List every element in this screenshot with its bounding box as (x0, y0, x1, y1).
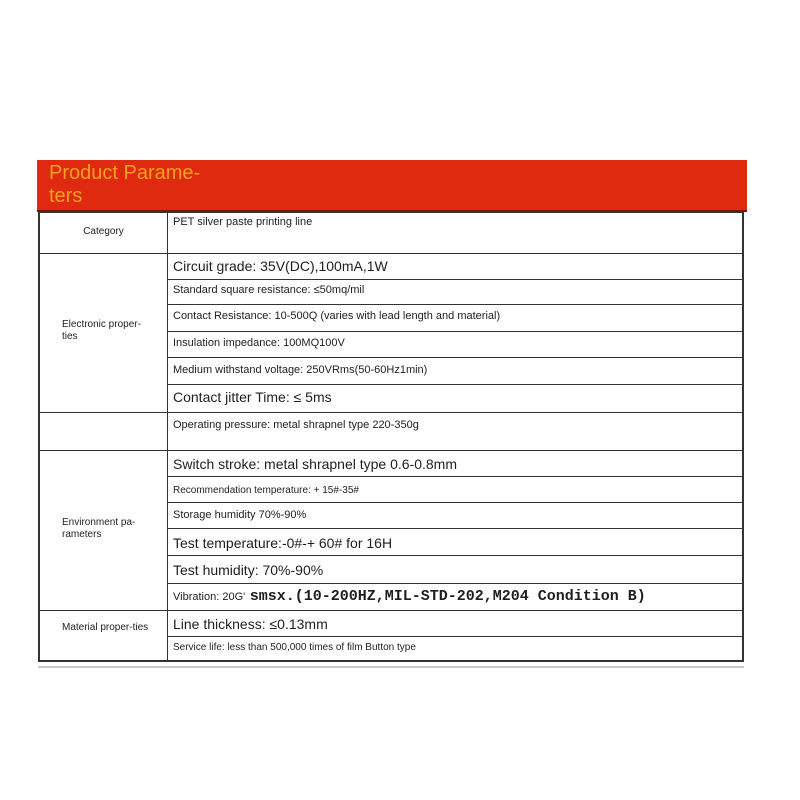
table-cell: Switch stroke: metal shrapnel type 0.6-0.8mm (173, 456, 458, 472)
row-divider (167, 384, 742, 385)
row-divider (167, 583, 742, 584)
parameters-table (38, 211, 744, 662)
table-cell: Contact jitter Time: ≤ 5ms (173, 389, 332, 405)
table-cell: Operating pressure: metal shrapnel type 220-350g (173, 419, 419, 431)
row-divider (167, 450, 742, 451)
page-title: Product Parame-ters (49, 162, 201, 207)
table-cell: Service life: less than 500,000 times of film Button type (173, 642, 416, 653)
table-cell: Test humidity: 70%-90% (173, 562, 324, 578)
category-divider (40, 610, 167, 611)
category-label: Electronic proper-ties (62, 319, 141, 342)
table-cell: Insulation impedance: 100MQ100V (173, 337, 345, 349)
row-divider (167, 279, 742, 280)
category-label: Category (83, 226, 124, 237)
row-divider (167, 331, 742, 332)
row-divider (167, 528, 742, 529)
row-divider (167, 253, 742, 254)
bottom-divider (38, 666, 744, 668)
column-divider (167, 213, 168, 660)
table-cell: Medium withstand voltage: 250VRms(50-60Hz1min) (173, 364, 428, 376)
table-cell: Contact Resistance: 10-500Q (varies with lead length and material) (173, 310, 501, 322)
row-divider (167, 502, 742, 503)
table-cell: Storage humidity 70%-90% (173, 509, 307, 521)
row-divider (167, 476, 742, 477)
table-cell: Recommendation temperature: + 15#-35# (173, 485, 359, 496)
table-cell: Standard square resistance: ≤50mq/mil (173, 284, 365, 296)
table-cell: PET silver paste printing line (173, 216, 313, 228)
table-cell: Circuit grade: 35V(DC),100mA,1W (173, 258, 388, 274)
vibration-prefix: Vibration: 20G' (173, 591, 246, 603)
category-label: Environment pa-rameters (62, 517, 136, 540)
row-divider (167, 412, 742, 413)
vibration-suffix: smsx.(10-200HZ,MIL-STD-202,M204 Condition B) (249, 588, 646, 605)
category-divider (40, 412, 167, 413)
row-divider (167, 304, 742, 305)
vibration-cell (173, 587, 736, 605)
row-divider (167, 357, 742, 358)
category-label: Material proper-ties (62, 622, 149, 633)
table-cell: Line thickness: ≤0.13mm (173, 616, 328, 632)
row-divider (167, 636, 742, 637)
row-divider (167, 610, 742, 611)
row-divider (167, 555, 742, 556)
table-cell: Test temperature:-0#-+ 60# for 16H (173, 535, 393, 551)
category-divider (40, 253, 167, 254)
header-banner (37, 160, 747, 212)
category-divider (40, 450, 167, 451)
